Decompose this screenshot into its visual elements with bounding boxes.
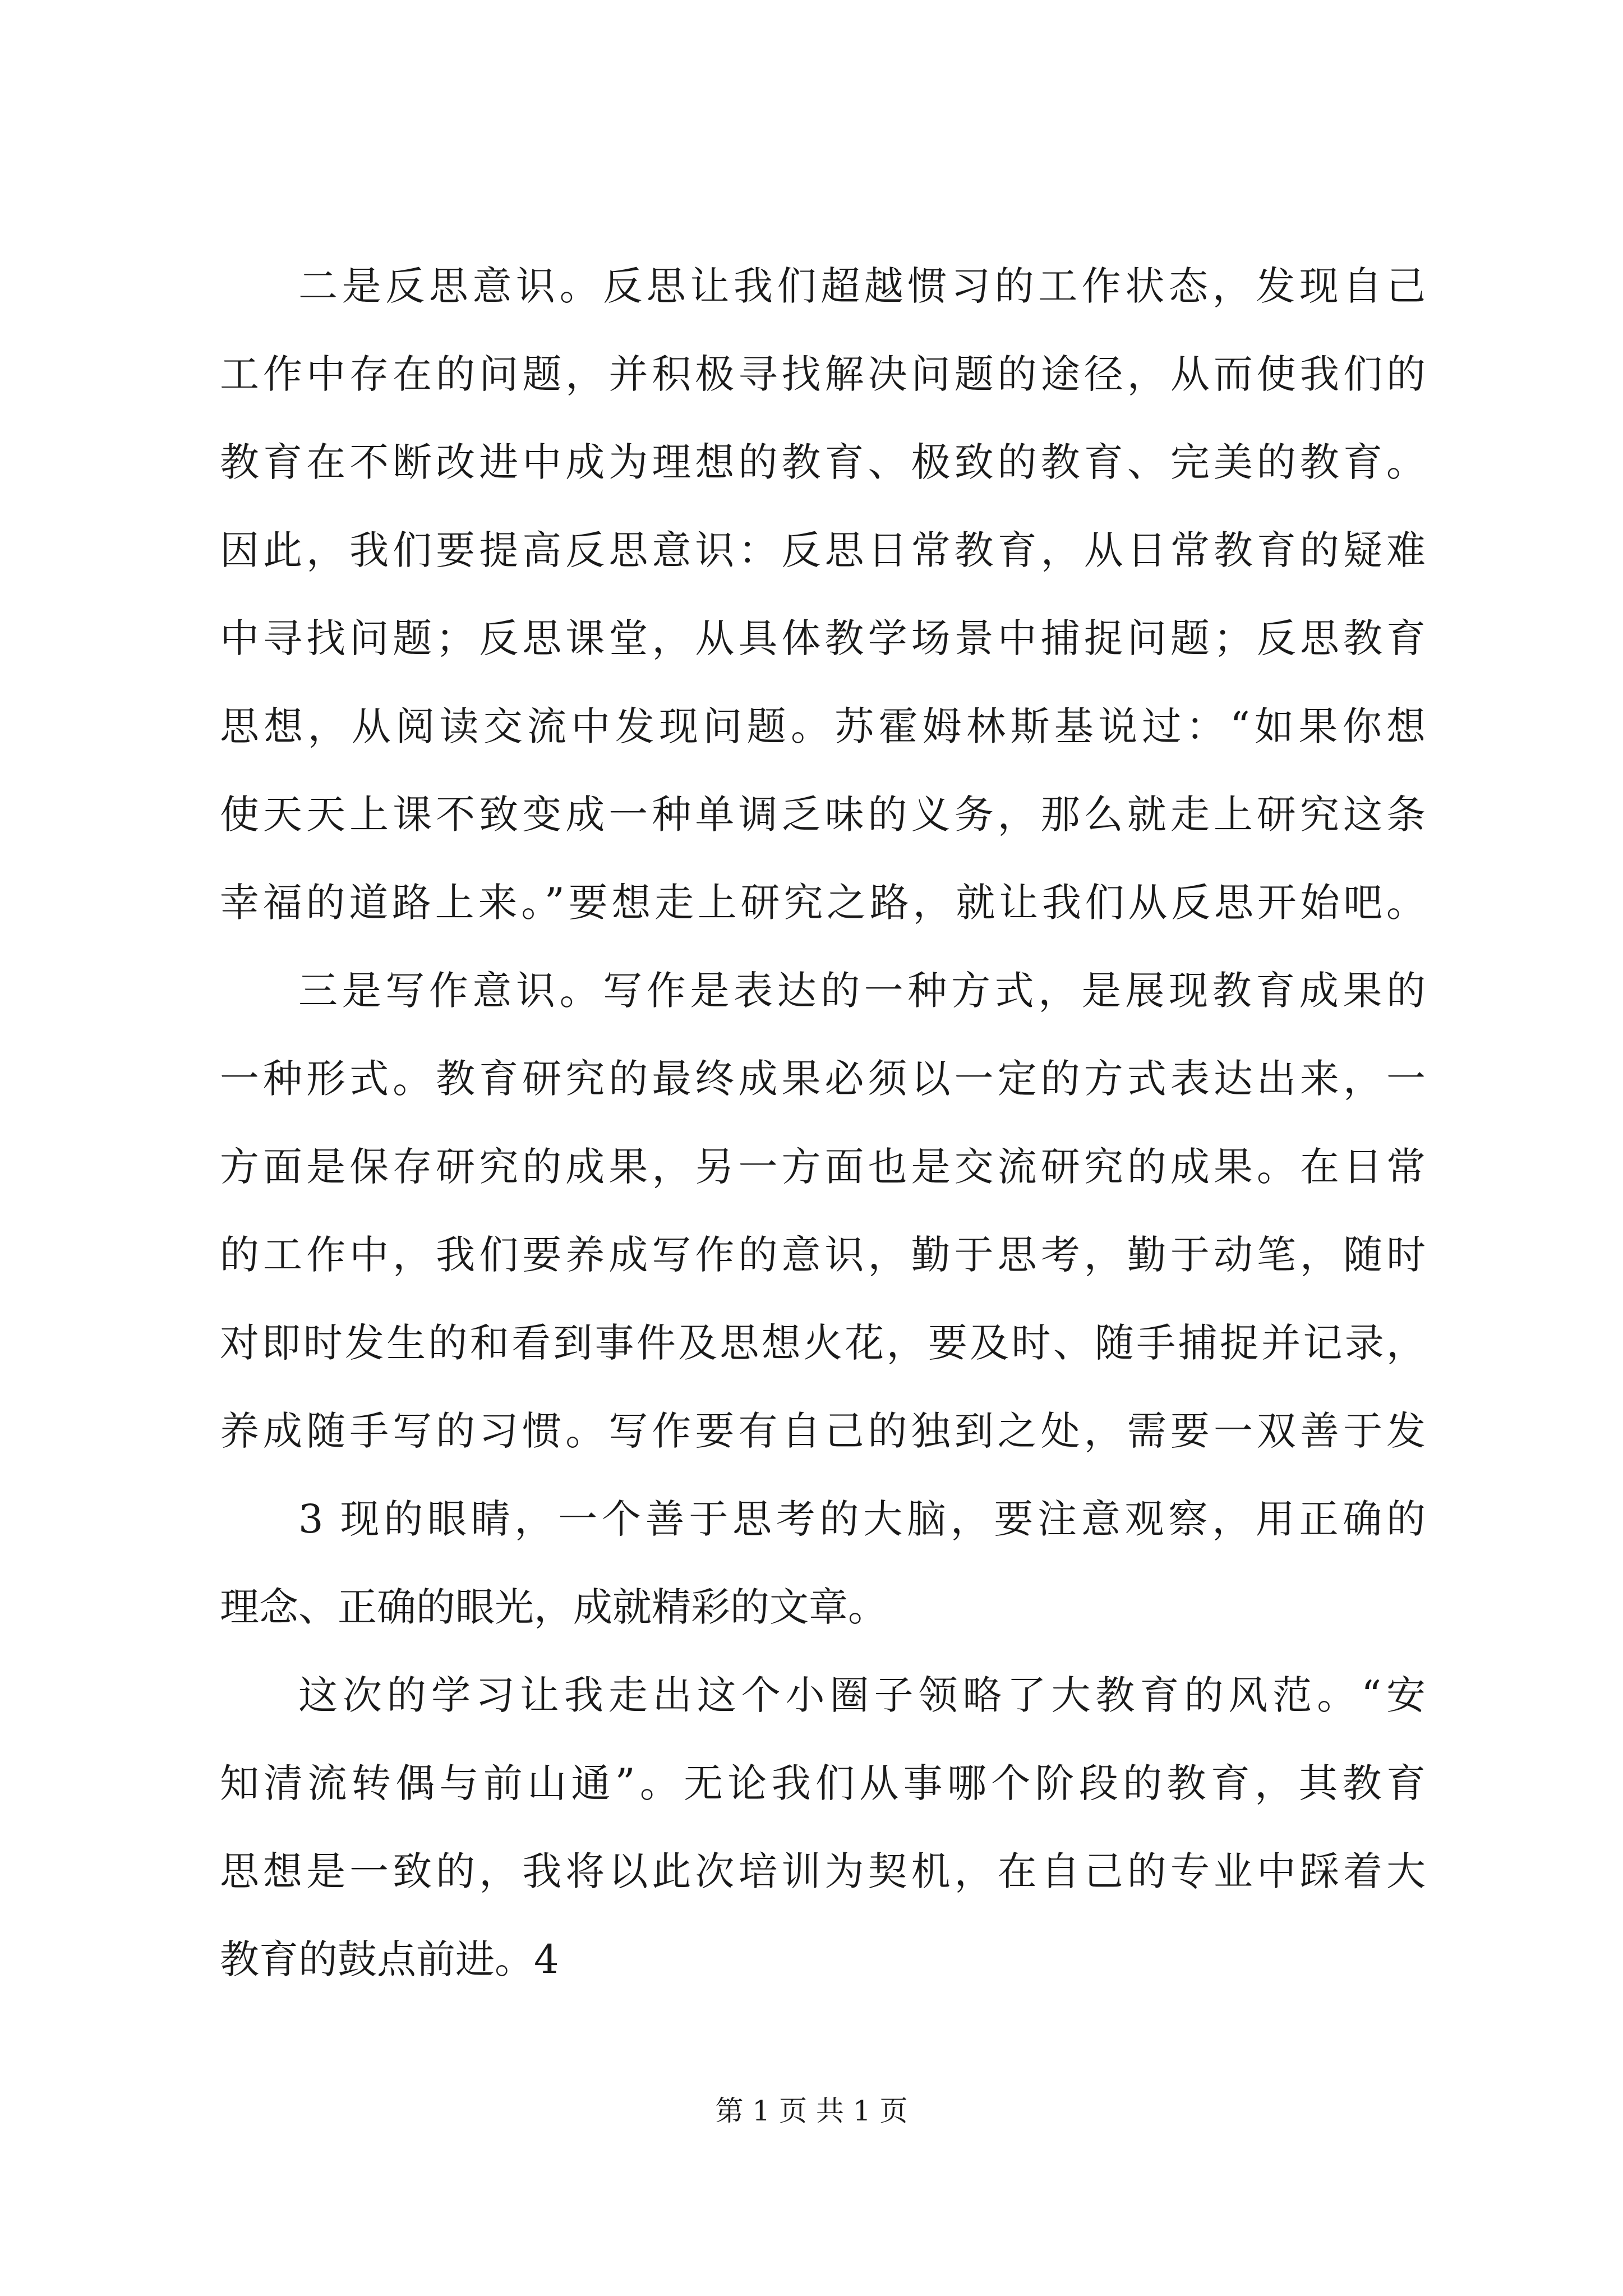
text-line: 工作中存在的问题，并积极寻找解决问题的途径，从而使我们的 xyxy=(220,351,1426,397)
text-line: 养成随手写的习惯。写作要有自己的独到之处，需要一双善于发 xyxy=(220,1408,1426,1454)
text-line: 这次的学习让我走出这个小圈子领略了大教育的风范。“安 xyxy=(298,1672,1426,1718)
text-line: 3 现的眼睛，一个善于思考的大脑，要注意观察，用正确的 xyxy=(298,1496,1426,1542)
text-line: 中寻找问题；反思课堂，从具体教学场景中捕捉问题；反思教育 xyxy=(220,615,1426,661)
text-line: 知清流转偶与前山通”。无论我们从事哪个阶段的教育，其教育 xyxy=(220,1760,1426,1806)
text-line: 方面是保存研究的成果，另一方面也是交流研究的成果。在日常 xyxy=(220,1144,1426,1190)
text-line: 二是反思意识。反思让我们超越惯习的工作状态，发现自己 xyxy=(298,263,1426,309)
text-line: 思想是一致的，我将以此次培训为契机，在自己的专业中踩着大 xyxy=(220,1848,1426,1894)
text-line: 理念、正确的眼光，成就精彩的文章。 xyxy=(220,1584,887,1630)
text-line: 使天天上课不致变成一种单调乏味的义务，那么就走上研究这条 xyxy=(220,792,1426,838)
text-line: 教育在不断改进中成为理想的教育、极致的教育、完美的教育。 xyxy=(220,439,1426,485)
document-body xyxy=(220,258,1426,2019)
text-line: 的工作中，我们要养成写作的意识，勤于思考，勤于动笔，随时 xyxy=(220,1232,1426,1278)
text-line: 三是写作意识。写作是表达的一种方式，是展现教育成果的 xyxy=(298,968,1426,1014)
text-line: 教育的鼓点前进。4 xyxy=(220,1936,559,1982)
page-number-footer: 第 1 页 共 1 页 xyxy=(715,2095,908,2127)
text-line: 一种形式。教育研究的最终成果必须以一定的方式表达出来，一 xyxy=(220,1056,1426,1102)
text-line: 因此，我们要提高反思意识：反思日常教育，从日常教育的疑难 xyxy=(220,527,1426,573)
text-line: 幸福的道路上来。”要想走上研究之路，就让我们从反思开始吧。 xyxy=(220,880,1426,926)
text-line: 思想，从阅读交流中发现问题。苏霍姆林斯基说过：“如果你想 xyxy=(220,703,1426,749)
text-line: 对即时发生的和看到事件及思想火花，要及时、随手捕捉并记录， xyxy=(220,1320,1426,1366)
